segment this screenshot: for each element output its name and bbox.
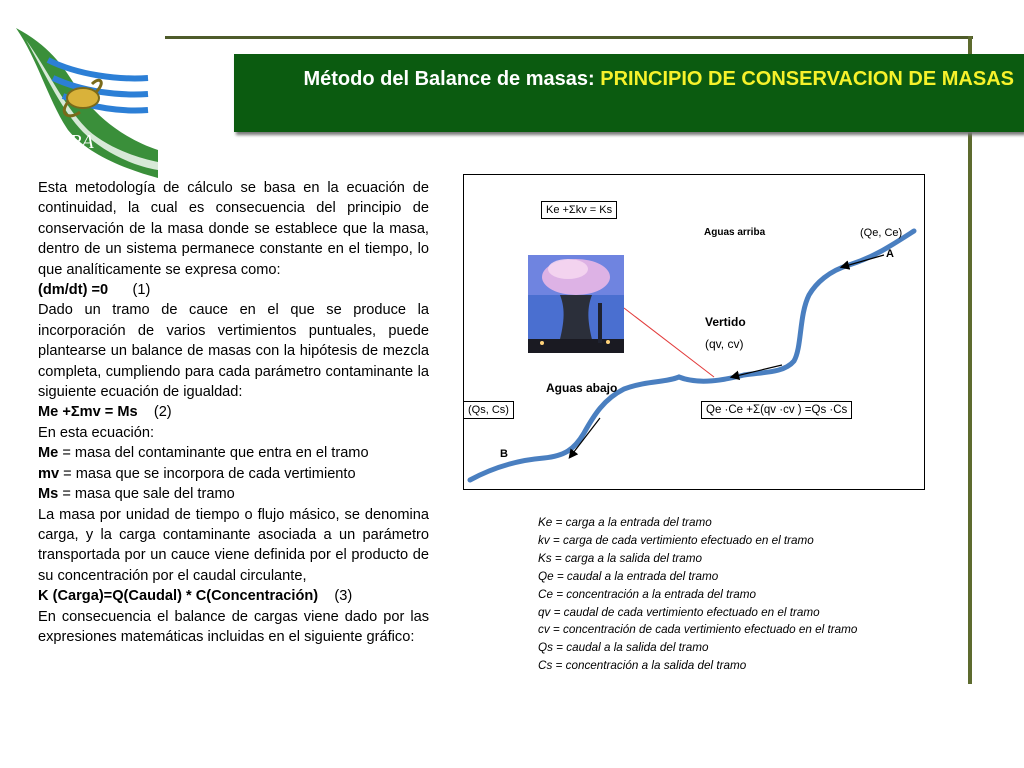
- definition-mv-text: = masa que se incorpora de cada vertimiento: [59, 465, 356, 482]
- title-banner: [234, 54, 1024, 132]
- vertido-label: Vertido: [705, 315, 746, 329]
- page-title: [254, 66, 1014, 93]
- definition-me-term: Me: [38, 445, 59, 462]
- equation-2-text: Me +Σmv = Ms: [38, 404, 138, 421]
- vertido-pointer-line: [624, 308, 714, 377]
- qe-ce-label: (Qe, Ce): [860, 227, 903, 239]
- definition-ms: [38, 484, 429, 504]
- logo-text: CRA: [56, 131, 94, 153]
- equation-1: [38, 280, 429, 300]
- equation-3: [38, 586, 429, 606]
- mass-balance-diagram: [463, 174, 925, 490]
- frame-right-line: [968, 36, 972, 684]
- cra-logo: [8, 20, 163, 180]
- equation-3-text: K (Carga)=Q(Caudal) * C(Concentración): [38, 588, 319, 605]
- equation-1-number: (1): [132, 282, 151, 299]
- paragraph-5: En consecuencia el balance de cargas viene dado por las expresiones matemáticas incluidas en el siguiente gráfico:: [38, 608, 429, 645]
- equation-bottom-box: Qe ·Ce +Σ(qv ·cv ) =Qs ·Cs: [701, 401, 852, 419]
- point-a-label: A: [886, 248, 894, 260]
- equation-3-number: (3): [334, 588, 353, 605]
- legend-item: Cs = concentración a la salida del tramo: [538, 659, 747, 673]
- arrow-a: [842, 255, 884, 267]
- power-plant-image: [528, 255, 624, 353]
- title-plain: Método del Balance de masas:: [303, 68, 601, 90]
- equation-2-number: (2): [153, 404, 172, 421]
- arrow-b: [570, 418, 600, 457]
- frame-top-line: [165, 36, 973, 39]
- legend-item: Qe = caudal a la entrada del tramo: [538, 569, 719, 583]
- qs-cs-box: (Qs, Cs): [463, 401, 514, 419]
- definition-mv: [38, 464, 429, 484]
- main-text: [38, 178, 429, 647]
- equation-2: [38, 402, 429, 422]
- legend-item: kv = carga de cada vertimiento efectuado en el tramo: [538, 533, 814, 547]
- equation-top-box: Ke +Σkv = Ks: [541, 201, 617, 219]
- paragraph-3: En esta ecuación:: [38, 424, 155, 441]
- definition-mv-term: mv: [38, 465, 60, 482]
- paragraph-1: Esta metodología de cálculo se basa en la ecuación de continuidad, la cual es consecuencia del principio de conservación de la masa donde se establece que la masa, dentro de un sistema permanece constante en el tiempo, lo que analíticamente se expresa como:: [38, 180, 429, 278]
- aguas-abajo-label: Aguas abajo: [546, 381, 618, 395]
- variable-legend: [538, 514, 883, 675]
- legend-item: Qs = caudal a la salida del tramo: [538, 641, 709, 655]
- point-b-label: B: [500, 448, 508, 460]
- definition-ms-term: Ms: [38, 486, 59, 503]
- legend-item: Ce = concentración a la entrada del tramo: [538, 587, 756, 601]
- definition-ms-text: = masa que sale del tramo: [58, 486, 235, 503]
- title-highlight: PRINCIPIO DE CONSERVACION DE MASAS: [600, 68, 1014, 90]
- definition-me: [38, 443, 429, 463]
- equation-1-text: (dm/dt) =0: [38, 282, 109, 299]
- legend-item: cv = concentración de cada vertimiento efectuado en el tramo: [538, 623, 858, 637]
- definition-me-text: = masa del contaminante que entra en el tramo: [58, 445, 369, 462]
- paragraph-2: Dado un tramo de cauce en el que se produce la incorporación de varios vertimientos puntuales, puede plantearse un balance de masas con la hipótesis de mezcla completa, cumpliendo para cada parámetro contaminante la siguiente ecuación de igualdad:: [38, 302, 429, 401]
- qv-cv-label: (qv, cv): [705, 337, 744, 351]
- aguas-arriba-label: Aguas arriba: [704, 227, 766, 238]
- legend-item: qv = caudal de cada vertimiento efectuado en el tramo: [538, 605, 820, 619]
- legend-item: Ke = carga a la entrada del tramo: [538, 516, 712, 529]
- paragraph-4: La masa por unidad de tiempo o flujo másico, se denomina carga, y la carga contaminante asociada a un parámetro transportada por un cauce viene definida por el producto de su concentración por el caudal circulante,: [38, 506, 429, 584]
- legend-item: Ks = carga a la salida del tramo: [538, 551, 703, 565]
